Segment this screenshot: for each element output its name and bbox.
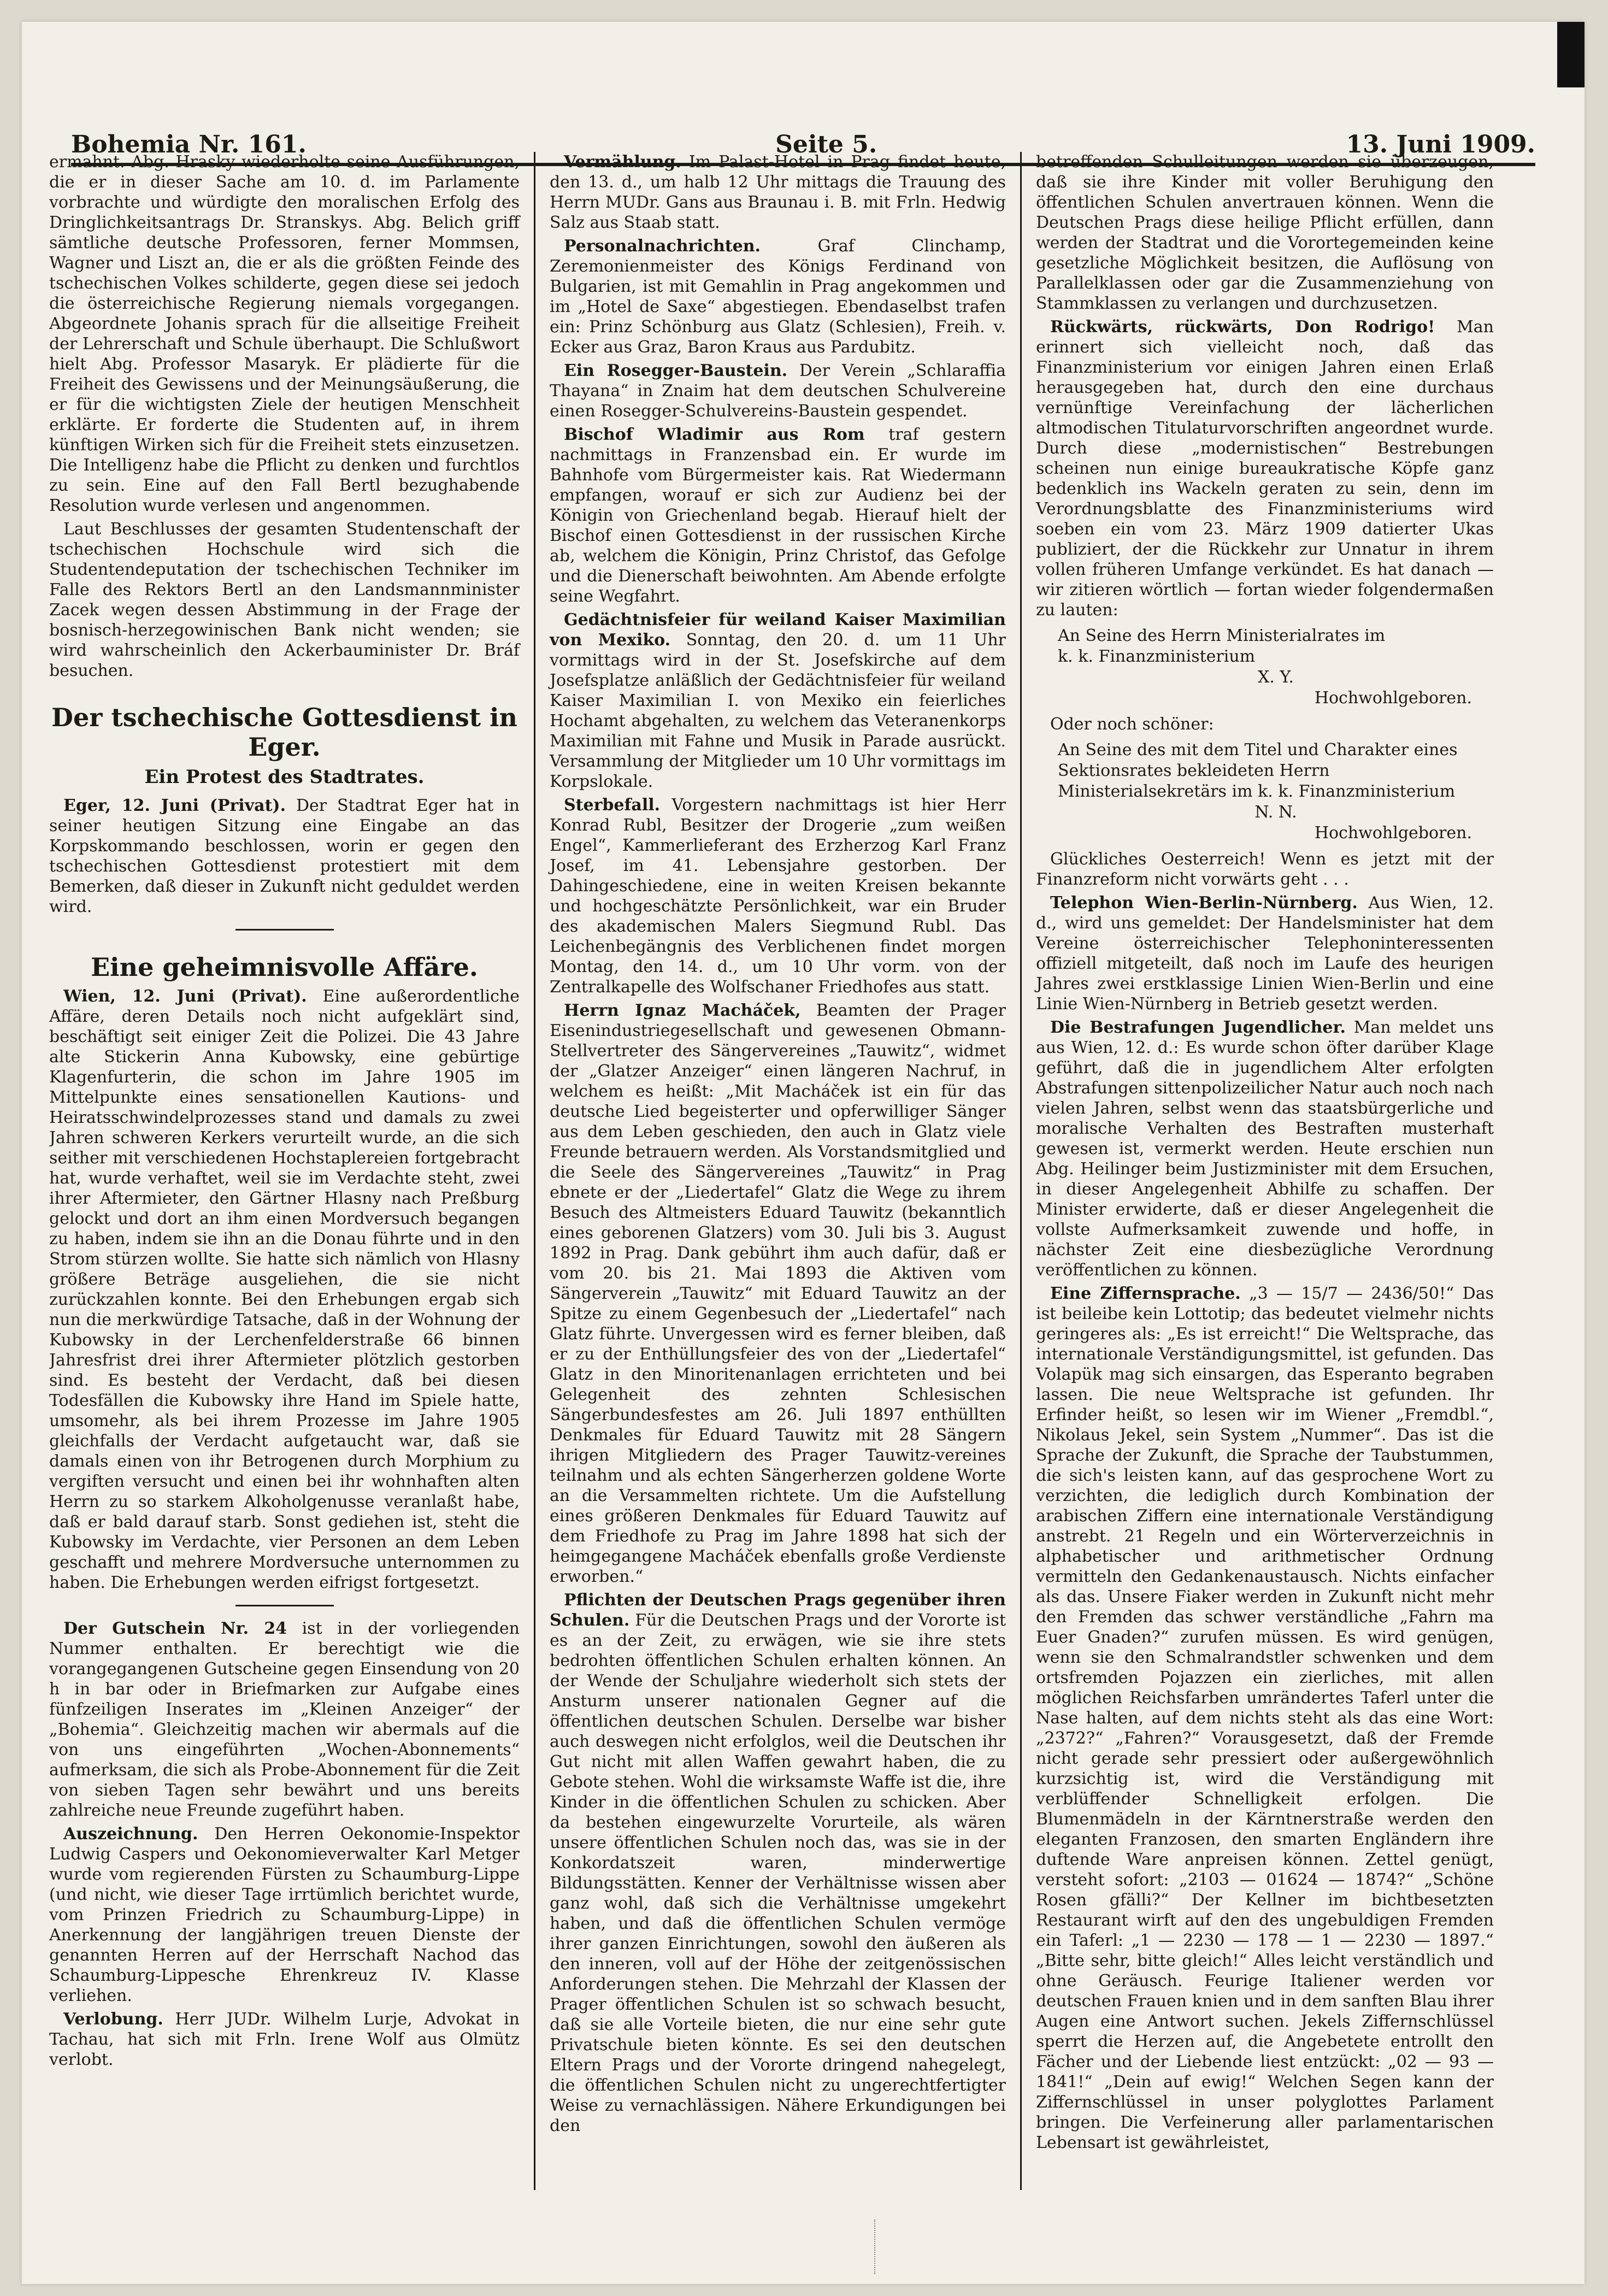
article-text: Der Verein „Schlaraffia Thayana“ in Znaim hat dem deutschen Schulvereine einen Rosegger-Schulvereins-Baustein gespendet. — [550, 361, 1006, 421]
article-text: Eine außerordentliche Affäre, deren Details noch nicht aufgeklärt sind, beschäftigt seit einiger Zeit die Polizei. Die 43 Jahre alte Stickerin Anna Kubowsky, eine gebürtige Klagenfurterin, die schon im Jahre 1905 im Mittelpunkte eines sensationellen Kautions- und Heiratsschwindelprozesses stand und damals zu zwei Jahren schweren Kerkers verurteilt wurde, an die sich seither mit verschiedenen Hochstaplereien fortgebracht hat, wurde verhaftet, weil sie im Verdachte steht, zwei ihrer Aftermieter, den Gärtner Hlasny nach Preßburg gelockt und dort an ihm einen Mordversuch begangen zu haben, indem sie ihn an die Donau führte und in den Strom stürzen wollte. Sie hatte sich nämlich von Hlasny größere Beträge ausgeliehen, die sie nicht zurückzahlen konnte. Bei den Erhebungen ergab sich nun die merkwürdige Tatsache, daß in der Wohnung der Kubowsky in der Lerchenfelderstraße 66 binnen Jahresfrist drei ihrer Aftermieter plötzlich gestorben sind. Es besteht der Verdacht, daß bei diesen Todesfällen die Kubowsky ihre Hand im Spiele hatte, umsomehr, als bei ihrem Prozesse im Jahre 1905 gleichfalls der Verdacht aufgetaucht war, daß sie damals einen von ihr Betrogenen durch Morphium zu vergiften versucht und einen bei ihr wohnhaften alten Herrn zu so starkem Alkoholgenusse veranlaßt habe, daß er bald darauf starb. Sonst gediehen ist, steht die Kubowsky im Verdachte, vier Personen an dem Leben geschafft und mehrere Mordversuche unternommen zu haben. Die Erhebungen werden eifrigst fortgesetzt. — [49, 987, 520, 1592]
article-paragraph: Oder noch schöner: — [1050, 715, 1214, 734]
item-rubric: Personalnachrichten. — [564, 237, 761, 256]
item-rubric: Rückwärts, rückwärts, Don Rodrigo! — [1050, 317, 1435, 337]
article-paragraph — [550, 425, 1006, 607]
article-paragraph — [49, 2009, 520, 2070]
article-text: Für die Deutschen Prags und der Vororte ist es an der Zeit, zu erwägen, wie sie ihre stets bedrohten öffentlichen Schulen erhalten können. An der Wende der Schuljahre wiederholt sich stets der Ansturm unserer nationalen Gegner auf die öffentlichen deutschen Schulen. Derselbe war bisher auch deswegen nicht erfolglos, weil die Deutschen ihr Gut nicht mit allen Waffen gewahrt haben, die zu Gebote stehen. Wohl die wirksamste Waffe ist die, ihre Kinder in die öffentlichen Schulen zu schicken. Aber da bestehen eingewurzelte Vorurteile, als wären unsere öffentlichen Schulen noch das, was sie in der Konkordatszeit waren, minderwertige Bildungsstätten. Kenner der Verhältnisse wissen aber ganz wohl, daß sich die Verhältnisse umgekehrt haben, und daß die öffentlichen Schulen vermöge ihrer ganzen Einrichtungen, sowohl den äußeren als den inneren, voll auf der Höhe der zeitgenössischen Anforderungen stehen. Die Mehrzahl der Klassen der Prager öffentlichen Schulen ist so schwach besucht, daß sie alle Vorteile bieten, die nur eine sehr gute Privatschule bieten könnte. Es sei den deutschen Eltern Prags und der Vororte dringend nahegelegt, die öffentlichen Schulen nicht zu ungerechtfertigter Weise zu vernachlässigen. Nähere Erkundigungen bei den — [550, 1611, 1006, 2135]
column-3 — [1022, 152, 1508, 2190]
article-text: Der Stadtrat Eger hat in seiner heutigen Sitzung eine Eingabe an das Korpskommando beschlossen, worin er gegen den tschechischen Gottesdienst protestiert mit dem Bemerken, daß dieser in Zukunft nicht geduldet werden wird. — [49, 796, 520, 916]
article-text: Vorgestern nachmittags ist hier Herr Konrad Rubl, Besitzer der Drogerie „zum weißen Engel“, Kammerlieferant des Erzherzog Karl Franz Josef, im 41. Lebensjahre gestorben. Der Dahingeschiedene, eine in weiten Kreisen bekannte und hochgeschätzte Persönlichkeit, war ein Bruder des akademischen Malers Siegmund Rubl. Das Leichenbegängnis des Verblichenen findet morgen Montag, den 14. d., um 10 Uhr vorm. von der Zentralkapelle des Wolfschaner Friedhofes aus statt. — [550, 796, 1006, 997]
article-paragraph: betreffenden Schulleitungen werden sie überzeugen, daß sie ihre Kinder mit voller Beruhigung den öffentlichen Schulen anvertrauen können. Wenn die Deutschen Prags diese heilige Pflicht erfüllen, dann werden der Stadtrat und die Vorortegemeinden keine gesetzliche Möglichkeit besitzen, die Auflösung von Parallelklassen oder gar die Zusammenziehung von Stammklassen zu verlangen und durchzusetzen. — [1036, 152, 1494, 313]
address-line: k. k. Finanzministerium — [1058, 647, 1256, 666]
address-line: Hochwohlgeboren. — [1314, 688, 1472, 708]
divider — [235, 929, 334, 931]
address-form-2 — [1058, 740, 1494, 844]
address-line: An Seine des Herrn Ministerialrates im — [1058, 626, 1386, 645]
article-paragraph — [550, 610, 1006, 792]
item-rubric: Bischof Wladimir aus Rom — [564, 425, 865, 444]
item-rubric: Der Gutschein Nr. 24 — [63, 1619, 287, 1638]
item-rubric: Herrn Ignaz Macháček, — [564, 1001, 801, 1020]
article-paragraph — [49, 1824, 520, 2006]
article-paragraph — [550, 152, 1006, 233]
address-line: Hochwohlgeboren. — [1314, 823, 1472, 843]
article-subheadline: Ein Protest des Stadtrates. — [144, 766, 425, 788]
address-line: X. Y. — [1258, 668, 1294, 687]
dateline: Eger, 12. Juni (Privat). — [63, 796, 286, 815]
article-headline: Eine geheimnisvolle Affäre. — [91, 952, 478, 982]
address-line: An Seine des mit dem Titel und Charakter eines Sektionsrates bekleideten Herrn Ministerialsekretärs im k. k. Finanzministerium — [1058, 740, 1458, 801]
article-text: Man meldet uns aus Wien, 12. d.: Es wurde schon öfter darüber Klage geführt, daß die in jugendlichem Alter erfolgten Abstrafungen sittenpolizeilicher Natur auch noch nach vielen Jahren, selbst wenn das staatsbürgerliche und moralische Verhalten des Bestraften musterhaft gewesen ist, vermerkt werden. Heute erschien nun Abg. Heilinger beim Justizminister mit dem Ersuchen, in dieser Angelegenheit Abhilfe zu schaffen. Der Minister erwiderte, daß er dieser Angelegenheit die vollste Aufmerksamkeit zuwende und hoffe, in nächster Zeit eine diesbezügliche Verordnung veröffentlichen zu können. — [1036, 1018, 1494, 1280]
article-paragraph — [49, 796, 520, 917]
article-text: Sonntag, den 20. d. um 11 Uhr vormittags wird in der St. Josefskirche auf dem Josefsplatze anläßlich der Gedächtnisfeier für weiland Kaiser Maximilian I. von Mexiko ein feierliches Hochamt abgehalten, zu welchem das Veteranenkorps Maximilian mit Fahne und Musik in Parade ausrückt. Versammlung der Mitglieder um 10 Uhr vormittags im Korpslokale. — [550, 631, 1006, 791]
article-text: Aus Wien, 12. d., wird uns gemeldet: Der Handelsminister hat dem Vereine österreichischer Telephoninteressenten offiziell mitgeteilt, daß noch im Laufe des heurigen Jahres zwei erstklassige Linien Wien-Berlin und eine Linie Wien-Nürnberg in Betrieb gesetzt werden. — [1036, 893, 1494, 1014]
article-paragraph: ermahnt. Abg. Hrasky wiederholte seine Ausführungen, die er in dieser Sache am 10. d. im Parlamente vorbrachte und würdigte den moralischen Erfolg des Dringlichkeitsantrags Dr. Stranskys. Abg. Belich griff sämtliche deutsche Professoren, ferner Mommsen, Wagner und Liszt an, die er als die größten Feinde des tschechischen Volkes schilderte, gegen diese sei jedoch die österreichische Regierung niemals vorgegangen. Abgeordnete Johanis sprach für die allseitige Freiheit der Lehrerschaft und Schule überhaupt. Die Schlußwort hielt Abg. Professor Masaryk. Er plädierte für die Freiheit des Gewissens und der Meinungsäußerung, die er für die wichtigsten Ziele der heutigen Menschheit erklärte. Er forderte die Studenten auf, in ihrem künftigen Wirken sich für die Freiheit stets einzusetzen. Die Intelligenz habe die Pflicht zu denken und furchtlos zu sein. Eine auf den Fall Bertl bezughabende Resolution wurde verlesen und angenommen. — [49, 152, 520, 515]
dateline: Wien, 12. Juni (Privat). — [63, 987, 307, 1006]
article-paragraph — [550, 795, 1006, 997]
scan-edge-marker — [1557, 22, 1585, 87]
item-rubric: Gedächtnisfeier für weiland Kaiser Maximilian von Mexiko. — [550, 610, 1006, 650]
article-text: Im Palast-Hotel in Prag findet heute, den 13. d., um halb 12 Uhr mittags die Trauung des Herrn MUDr. Gans aus Braunau i. B. mit Frln. Hedwig Salz aus Staab statt. — [550, 152, 1006, 232]
article-text: Man erinnert sich vielleicht noch, daß das Finanzministerium vor einigen Jahren einen Erlaß herausgegeben hat, durch den eine durchaus vernünftige Vereinfachung der lächerlichen altmodischen Titulaturvorschriften angeordnet wurde. Durch diese „modernistischen“ Bestrebungen scheinen nun einige bureaukratische Köpfe ganz bedenklich ins Wackeln geraten zu sein, denn im Verordnungsblatte des Finanzministeriums wird soeben ein vom 23. März 1909 datierter Ukas publiziert, der die Rückkehr zur Unnatur in ihrem vollen früheren Umfange verkündet. Es hat danach — wir zitieren wörtlich — fortan wieder folgendermaßen zu lauten: — [1036, 317, 1494, 620]
article-paragraph — [1036, 1284, 1494, 2153]
article-text: Beamten der Prager Eisenindustriegesellschaft und gewesenen Obmann-Stellvertreter des Sängervereines „Tauwitz“, widmet der „Glatzer Anzeiger“ einen längeren Nachruf, in welchem es heißt: „Mit Macháček ist ein für das deutsche Lied begeisterter und opferwilliger Sänger aus dem Leben geschieden, den auch in Glatz viele Freunde betrauern werden. Als Vorstandsmitglied und die Seele des Sängervereines „Tauwitz“ in Prag ebnete er der „Liedertafel“ Glatz die Wege zu ihrem Besuch des Altmeisters Eduard Tauwitz (bekanntlich eines geborenen Glatzers) vom 30. Juli bis 3. August 1892 in Prag. Dank gebührt ihm auch dafür, daß er vom 20. bis 21. Mai 1893 die Aktiven vom Sängerverein „Tauwitz“ mit Eduard Tauwitz an der Spitze zu einem Gegenbesuch der „Liedertafel“ nach Glatz führte. Unvergessen wird es ferner bleiben, daß er zu der Enthüllungsfeier des von der „Liedertafel“ Glatz in den Minoritenanlagen errichteten und bei Gelegenheit des zehnten Schlesischen Sängerbundesfestes am 26. Juli 1897 enthüllten Denkmales für Eduard Tauwitz mit 28 Sängern ihrigen Mitgliedern des Prager Tauwitz-vereines teilnahm und als echten Sängerherzen goldene Worte an die Versammelten richtete. Um die Aufstellung eines größeren Denkmales für Eduard Tauwitz auf dem Friedhofe zu Prag im Jahre 1898 hat sich der heimgegangene Macháček ebenfalls große Verdienste erworben.“ — [550, 1001, 1006, 1586]
article-paragraph — [1036, 1017, 1494, 1280]
scan-margin-mark — [874, 2220, 897, 2274]
item-rubric: Eine Ziffernsprache. — [1050, 1284, 1241, 1303]
article-paragraph — [1036, 893, 1494, 1014]
article-paragraph — [49, 986, 520, 1593]
article-paragraph — [49, 1618, 520, 1821]
article-text: Herr JUDr. Wilhelm Lurje, Advokat in Tachau, hat sich mit Frln. Irene Wolf aus Olmütz verlobt. — [49, 2010, 520, 2069]
item-rubric: Sterbefall. — [564, 796, 661, 815]
article-paragraph: Glückliches Oesterreich! Wenn es jetzt mit der Finanzreform nicht vorwärts geht . . . — [1036, 850, 1494, 889]
item-rubric: Pflichten der Deutschen Prags gegenüber ihren Schulen. — [550, 1591, 1006, 1630]
article-paragraph — [1036, 317, 1494, 620]
item-rubric: Verlobung. — [63, 2010, 163, 2029]
article-text: „3 — 15/7 — 2436/50!“ Das ist beileibe kein Lottotip; das bedeutet vielmehr nichts geringeres als: „Es ist erreicht!“ Die Weltsprache, das internationale Verständigungsmittel, ist gefunden. Das Volapük mag sich einsargen, das Esperanto begraben lassen. Die neue Weltsprache ist gefunden. Ihr Erfinder heißt, so lesen wir im Wiener „Fremdbl.“, Nikolaus Jekel, sein System „Nummer“. Das ist die Sprache der Zukunft, die Sprache der Taubstummen, die sich's leisten kann, auf das gesprochene Wort zu verzichten, die lediglich durch Kombination der arabischen Ziffern eine internationale Verständigung anstrebt. 21 Regeln und ein Wörterverzeichnis in alphabetischer und arithmetischer Ordnung vermitteln den Gedankenaustausch. Nichts einfacher als das. Unsere Fiaker werden in Zukunft nicht mehr den Fremden das schwer verständliche „Fahrn ma Euer Gnaden?“ zurufen müssen. Es wird genügen, wenn sie den Schmalrandstler schwenken und dem ortsfremden Pojazzen ein zierliches, mit allen möglichen Reichsfarben umrändertes Taferl unter die Nase halten, auf dem nichts steht als das eine Wort: „2372?“ „Fahren?“ Vorausgesetzt, daß der Fremde nicht gerade sehr pressiert oder außergewöhnlich kurzsichtig ist, wird die Verständigung mit verblüffender Schnelligkeit erfolgen. Die Blumenmädeln in der Kärntnerstraße werden den eleganten Franzosen, den smarten Engländern ihre duftende Ware anpreisen können. Zettel genügt, versteht sofort: „2103 — 01624 — 1874?“ „Schöne Rosen gfälli?“ Der Kellner im bichtbesetzten Restaurant wirft auf den des ungebuldigen Fremden ein Taferl: „1 — 2230 — 178 — 1 — 2230 — 1897.“ „Bitte sehr, bitte gleich!“ Alles leicht verständlich und ohne Geräusch. Feurige Italiener werden vor deutschen Frauen knien und in dem sanften Blau ihrer Augen eine Antwort suchen. Jekels Ziffernschlüssel sperrt die Herzen auf, die Angebetete entrollt den Fächer und der Liebende liest entzückt: „02 — 93 — 1841!“ „Dein auf ewig!“ Welchen Segen kann der Ziffernschlüssel in unser polyglottes Parlament bringen. Die Verfeinerung aller parlamentarischen Lebensart ist gewährleistet, — [1036, 1284, 1494, 2152]
item-rubric: Die Bestrafungen Jugendlicher. — [1050, 1018, 1346, 1037]
address-form-1 — [1058, 626, 1494, 709]
item-rubric: Telephon Wien-Berlin-Nürnberg. — [1050, 893, 1358, 912]
article-paragraph: Laut Beschlusses der gesamten Studentenschaft der tschechischen Hochschule wird sich die Studentendeputation der tschechischen Techniker im Falle des Rektors Bertl an den Landsmannminister Zacek wegen dessen Abstimmung in der Frage der bosnisch-herzegowinischen Bank nicht wenden; sie wird wahrscheinlich den Ackerbauminister Dr. Bráf besuchen. — [49, 520, 520, 680]
masthead-date: 13. Juni 1909. — [1346, 131, 1535, 158]
column-2 — [535, 152, 1022, 2190]
article-text: Den Herren Oekonomie-Inspektor Ludwig Caspers und Oekonomieverwalter Karl Metger wurde vom regierenden Fürsten zu Schaumburg-Lippe (und nicht, wie dieser Tage irrtümlich berichtet wurde, vom Prinzen Friedrich zu Schaumburg-Lippe) in Anerkennung der langjährigen treuen Dienste der genannten Herren auf der Herrschaft Nachod das Schaumburg-Lippesche Ehrenkreuz IV. Klasse verliehen. — [49, 1824, 520, 2005]
article-paragraph — [550, 236, 1006, 357]
article-paragraph — [550, 1000, 1006, 1587]
column-1 — [49, 152, 535, 2190]
article-paragraph — [550, 1590, 1006, 2136]
article-text: traf gestern nachmittags in Franzensbad ein. Er wurde im Bahnhofe vom Bürgermeister kais. Rat Wiedermann empfangen, worauf er sich zur Audienz bei der Königin von Griechenland begab. Hierauf hielt der Bischof einen Gottesdienst in der russischen Kirche ab, welchem die Königin, Prinz Christof, das Gefolge und die Dienerschaft beiwohnten. Am Abende erfolgte seine Wegfahrt. — [550, 425, 1006, 606]
columns — [49, 152, 1508, 2190]
divider — [235, 1605, 334, 1606]
masthead-page: Seite 5. — [775, 131, 877, 158]
masthead-issue: Bohemia Nr. 161. — [71, 131, 307, 158]
article-text: ist in der vorliegenden Nummer enthalten. Er berechtigt wie die vorangegangenen Gutscheine gegen Einsendung von 20 h in bar oder in Briefmarken zur Aufgabe eines fünfzeiligen Inserates im „Kleinen Anzeiger“ der „Bohemia“. Gleichzeitig machen wir abermals auf die von uns eingeführten „Wochen-Abonnements“ aufmerksam, die sich als Probe-Abonnement für die Zeit von sieben Tagen sehr bewährt und uns bereits zahlreiche neue Freunde zugeführt haben. — [49, 1619, 520, 1820]
article-text: Graf Clinchamp, Zeremonienmeister des Königs Ferdinand von Bulgarien, ist mit Gemahlin in Prag angekommen und im „Hotel de Saxe“ abgestiegen. Ebendaselbst trafen ein: Prinz Schönburg aus Glatz (Schlesien), Freih. v. Ecker aus Graz, Baron Kraus aus Pardubitz. — [550, 237, 1006, 357]
item-rubric: Ein Rosegger-Baustein. — [564, 361, 788, 380]
address-line: N. N. — [1254, 803, 1297, 822]
item-rubric: Vermählung. — [564, 152, 681, 172]
article-paragraph — [550, 361, 1006, 421]
article-headline: Der tschechische Gottesdienst in Eger. — [51, 703, 517, 762]
item-rubric: Auszeichnung. — [63, 1824, 198, 1844]
